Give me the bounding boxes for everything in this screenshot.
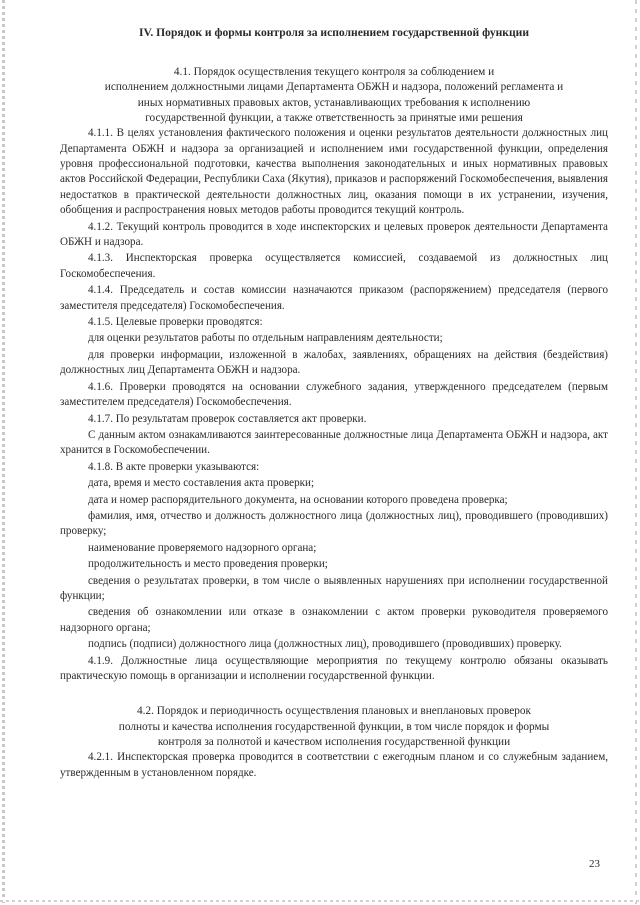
section-title-line: государственной функции, а также ответственность за принятые ими решения [145, 111, 523, 124]
paragraph-4-1-7: 4.1.7. По результатам проверок составляется акт проверки. [88, 412, 367, 425]
scan-edge-bottom [0, 900, 640, 902]
list-item: дата, время и место составления акта проверки; [88, 477, 315, 490]
list-item: фамилия, имя, отчество и должность должностного лица (должностных лиц), проводившего (проводивших) проверку; [60, 509, 608, 538]
section-title-line: иных нормативных правовых актов, устанавливающих требования к исполнению [137, 96, 531, 109]
paragraph-4-1-8: 4.1.8. В акте проверки указываются: [88, 460, 260, 473]
list-item: сведения об ознакомлении или отказе в ознакомлении с актом проверки руководителя проверяемого надзорного органа; [60, 606, 608, 634]
paragraph-4-1-2: 4.1.2. Текущий контроль проводится в ходе инспекторских и целевых проверок деятельности Департамента ОБЖН и надзора. [60, 220, 608, 249]
list-item: подпись (подписи) должностного лица (должностных лиц), проводившего (проводивших) проверку. [88, 638, 562, 651]
list-item: для оценки результатов работы по отдельным направлениям деятельности; [88, 332, 443, 345]
list-item: для проверки информации, изложенной в жалобах, заявлениях, обращениях на действия (бездействия) должностных лиц Департамента ОБЖН и надзора. [60, 348, 608, 377]
paragraph-4-1-5: 4.1.5. Целевые проверки проводятся: [88, 316, 263, 329]
paragraph-4-2-1: 4.2.1. Инспекторская проверка проводится в соответствии с ежегодным планом и со служебным заданием, утвержденным в установленном порядке. [60, 751, 608, 779]
paragraph-4-1-3: 4.1.3. Инспекторская проверка осуществляется комиссией, создаваемой из должностных лиц Госкомобеспечения. [60, 252, 608, 280]
section-4-1-title [60, 65, 608, 126]
paragraph-4-1-1: 4.1.1. В целях установления фактического положения и оценки результатов деятельности должностных лиц Департамента ОБЖН и надзора за организацией и исполнением ими государственной функции, определения уровня профессиональной подготовки, качества выполнения законодательных и иных нормативных правовых актов Российской Федерации, Республики Саха (Якутия), приказов и распоряжений Госкомобеспечения, выявления недостатков в практической деятельности должностных лиц, оказания помощи в их устранении, изучения, обобщения и распространения новых методов работы проводится текущий контроль. [60, 127, 608, 217]
section-title-line: контроля за полнотой и качеством исполнения государственной функции [157, 736, 511, 748]
section-title-line: 4.2. Порядок и периодичность осуществления плановых и внеплановых проверок [136, 705, 532, 718]
section-title-line: полноты и качества исполнения государственной функции, в том числе порядок и формы [118, 720, 550, 733]
section-4-2-body [60, 750, 608, 781]
section-title-line: 4.1. Порядок осуществления текущего контроля за соблюдением и [173, 66, 495, 78]
page-number: 23 [589, 858, 600, 870]
paragraph-4-1-9: 4.1.9. Должностные лица осуществляющие мероприятия по текущему контролю обязаны оказывать практическую помощь в организации и исполнении государственной функции. [60, 654, 608, 682]
section-title-line: исполнением должностными лицами Департамента ОБЖН и надзора, положений регламента и [104, 81, 564, 94]
list-item: дата и номер распорядительного документа, на основании которого проведена проверка; [88, 493, 508, 506]
paragraph-4-1-6: 4.1.6. Проверки проводятся на основании служебного задания, утвержденного председателем (первым заместителем председателя) Госкомобеспечения. [60, 380, 608, 409]
list-item: продолжительность и место проведения проверки; [88, 558, 328, 571]
section-4-1-body [60, 126, 608, 684]
chapter-heading: IV. Порядок и формы контроля за исполнением государственной функции [138, 26, 530, 39]
paragraph: С данным актом ознакамливаются заинтересованные должностные лица Департамента ОБЖН и надзора, акт хранится в Госкомобеспечении. [60, 428, 608, 457]
scan-edge-left [2, 0, 5, 905]
paragraph-4-1-4: 4.1.4. Председатель и состав комиссии назначаются приказом (распоряжением) председателя (первого заместителя председателя) Госкомобеспечения. [60, 284, 608, 312]
scan-edge-right [635, 0, 637, 905]
list-item: наименование проверяемого надзорного органа; [88, 541, 317, 554]
list-item: сведения о результатах проверки, в том числе о выявленных нарушениях при исполнении государственной функции; [60, 574, 608, 602]
section-4-2-title [60, 704, 608, 750]
